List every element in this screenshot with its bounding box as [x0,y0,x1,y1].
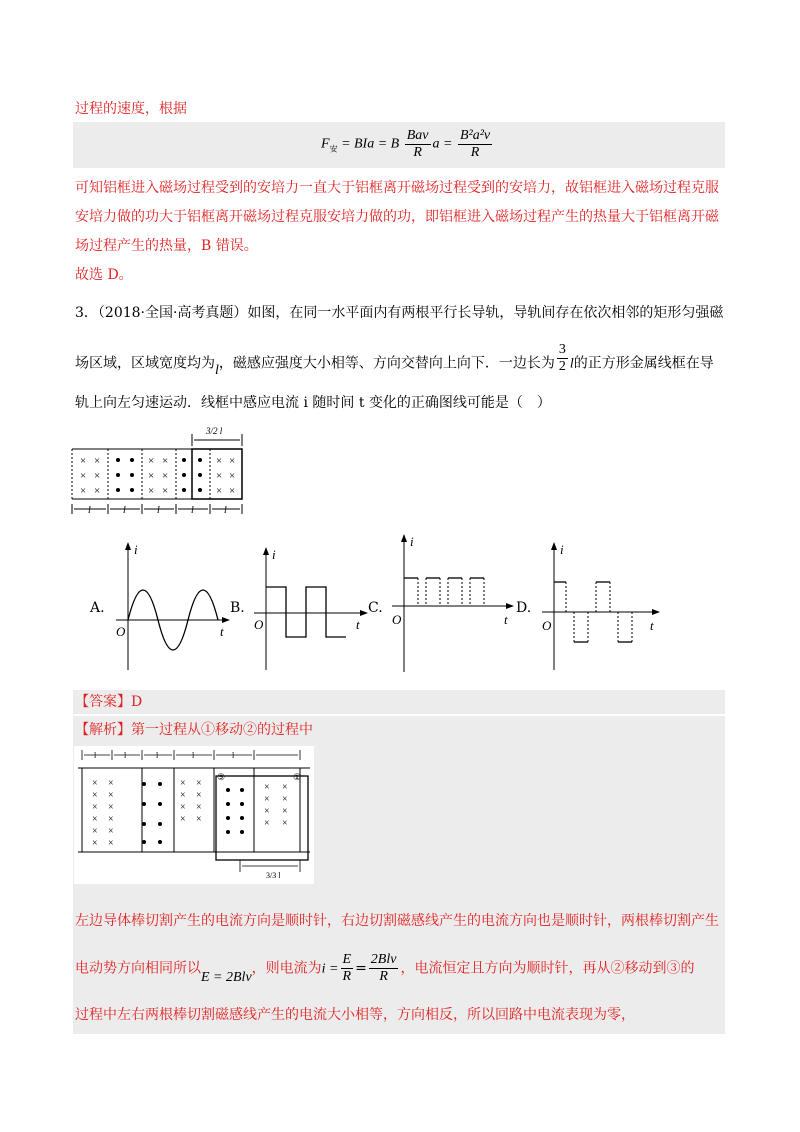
fig1-bottom-l: l [191,505,194,516]
dot-mark [142,840,146,844]
cross-mark: × [108,802,114,813]
cross-mark: × [148,485,155,497]
cross-mark: × [108,790,114,801]
magnetic-field-figure [70,424,245,516]
cross-mark: × [216,485,223,497]
cross-mark: × [94,455,101,467]
explain1-line3: 场过程产生的热量，B 错误。 [75,238,258,254]
cross-mark: × [80,470,87,482]
frac2-den: R [470,145,480,160]
dot-mark [130,473,134,477]
graph-d [538,540,668,675]
eq-frac1-den: R [342,969,352,984]
q3-line2 [75,342,714,378]
fig1-bottom-l: l [224,505,227,516]
q3-line2-a: 场区域，区域宽度均为 [75,355,215,372]
cross-mark: × [92,790,98,801]
cross-mark: × [108,838,114,849]
fig2-top-l: l [94,751,97,760]
eq-emf: E = 2Blv [201,969,252,985]
formula-F: F [321,136,330,152]
option-label-b: B. [230,600,245,616]
axis-i: i [272,547,276,562]
analysis [75,720,313,740]
option-label-d: D. [516,600,532,616]
frac1-num: Bav [406,128,429,143]
cross-mark: × [282,794,288,805]
option-label-c: C. [368,600,383,616]
cross-mark: × [148,455,155,467]
cross-mark: × [216,470,223,482]
fig2-top-l: l [124,751,127,760]
eq-frac2 [369,952,399,985]
cross-mark: × [80,485,87,497]
fig2-top-l: l [156,751,159,760]
frac1-den: R [413,145,422,160]
option-label-a: A. [90,600,105,616]
axis-i: i [134,542,138,557]
fig1-bottom-l: l [157,505,160,516]
cross-mark: × [282,782,288,793]
explain1-line1: 可知铝框进入磁场过程受到的安培力一直大于铝框离开磁场过程受到的安培力，故铝框进入磁场过程克服 [75,180,719,196]
choose-answer: 故选 D。 [75,267,133,283]
axis-t: t [504,612,508,627]
cross-mark: × [264,782,270,793]
cross-mark: × [196,814,202,825]
q3-line2-b: ，磁感应强度大小相等、方向交替向上向下．一边长为 [218,355,555,372]
cross-mark: × [282,818,288,829]
formula-box [73,122,725,168]
dot-mark [130,488,134,492]
dot-mark [142,802,146,806]
cross-mark: × [196,790,202,801]
cross-mark: × [162,455,169,467]
q3-frac-den: 2 [558,359,566,374]
dot-mark [182,488,186,492]
cross-mark: × [282,806,288,817]
graph-a [112,540,232,675]
cross-mark: × [92,778,98,789]
cross-mark: × [180,778,186,789]
dot-mark [198,473,202,477]
cross-mark: × [216,455,223,467]
answer-block [73,690,725,714]
fig2-top-l: l [192,751,195,760]
graph-c [388,532,518,677]
cross-mark: × [180,814,186,825]
q3-line3: 轨上向左匀速运动．线框中感应电流 i 随时间 t 变化的正确图线可能是（ ） [75,395,551,411]
axis-i: i [410,534,414,549]
axis-t: t [356,617,360,632]
dot-mark [142,782,146,786]
fig2-top-l: l [232,751,235,760]
answer [75,692,142,712]
formula-frac1 [405,128,431,161]
cross-mark: × [80,455,87,467]
dot-mark [182,473,186,477]
q3-l: l [215,362,219,378]
analysis-label: 【解析】 [75,722,131,738]
axis-t: t [220,624,224,639]
dot-mark [182,458,186,462]
origin: O [116,624,126,639]
cross-mark: × [94,470,101,482]
analysis-text: 第一过程从①移动②的过程中 [131,722,313,738]
cross-mark: × [108,814,114,825]
cross-mark: × [92,814,98,825]
q3-l2: l [569,356,574,372]
cross-mark: × [108,778,114,789]
dot-mark [240,788,244,792]
fig1-bottom-l: l [123,505,126,516]
cross-mark: × [264,794,270,805]
axis-i: i [560,542,564,557]
dot-mark [198,458,202,462]
formula-force [321,128,494,161]
origin: O [392,612,402,627]
eq-frac2-num: 2Blv [370,952,397,967]
explain2-line1: 左边导体棒切割产生的电流方向是顺时针，右边切割磁感线产生的电流方向也是顺时针，两根棒切割产生 [75,913,719,929]
eq-frac1-num: E [342,952,352,967]
eq-i: i = [321,961,339,977]
cross-mark: × [94,485,101,497]
q3-frac [557,342,568,375]
origin: O [542,618,552,633]
dot-mark [116,473,120,477]
dot-mark [240,816,244,820]
origin: O [254,617,264,632]
explain2-line2-b: ，则电流为 [251,960,322,977]
formula-part1: = BIa = B [337,136,400,152]
q3-line2-c: 的正方形金属线框在导 [573,355,714,372]
answer-value: D [131,694,143,710]
analysis-figure [74,746,314,884]
cross-mark: × [229,485,236,497]
dot-mark [226,802,230,806]
explain2-line2: 电动势方向相同所以E = 2Blv，则电流为i = $\frac{E}{R}$ = $\frac{\text{2Blv}}{R}$ ，电流恒定且方向为顺时针，再从②移动到③的 [75,952,695,985]
axis-t: t [650,618,654,633]
cross-mark: × [229,470,236,482]
q3-line1: 3．（2018·全国·高考真题）如图，在同一水平面内有两根平行长导轨，导轨间存在依次相邻的矩形匀强磁 [75,305,724,321]
q3-frac-num: 3 [558,342,566,357]
eq-frac1 [341,952,354,985]
answer-label: 【答案】 [75,694,131,710]
dot-mark [130,458,134,462]
fig1-top-label: 3/2 l [206,426,223,436]
explain2-line3: 过程中左右两根棒切割磁感线产生的电流大小相等，方向相反，所以回路中电流表现为零， [75,1007,635,1023]
fig2-bottom-label: 3/3 l [266,871,281,880]
cross-mark: × [92,838,98,849]
cross-mark: × [264,806,270,817]
cross-mark: × [162,470,169,482]
dot-mark [240,830,244,834]
formula-part2: a = [432,136,453,152]
cross-mark: × [196,802,202,813]
explain2-line2-a: 电动势方向相同所以 [75,960,201,977]
dot-mark [158,802,162,806]
cross-mark: × [162,485,169,497]
dot-mark [158,822,162,826]
dot-mark [198,488,202,492]
cross-mark: × [92,826,98,837]
formula-frac2 [458,128,492,161]
circle-mark-5: ⑤ [217,772,226,782]
eq-frac2-den: R [379,969,388,984]
dot-mark [158,840,162,844]
dot-mark [116,458,120,462]
cross-mark: × [180,790,186,801]
dot-mark [226,788,230,792]
explain1-line2: 安培力做的功大于铝框离开磁场过程克服安培力做的功，即铝框进入磁场过程产生的热量大于铝框离开磁 [75,209,719,225]
fig1-bottom-l: l [88,505,91,516]
frac2-num: B²a²v [459,128,491,143]
dot-mark [142,822,146,826]
explain2-line2-c: ，电流恒定且方向为顺时针，再从②移动到③的 [400,960,695,977]
dot-mark [240,802,244,806]
cross-mark: × [180,802,186,813]
circle-mark-1: ① [293,772,302,782]
dot-mark [158,782,162,786]
dot-mark [116,488,120,492]
cross-mark: × [229,455,236,467]
cross-mark: × [148,470,155,482]
cross-mark: × [264,818,270,829]
cross-mark: × [92,802,98,813]
dot-mark [226,830,230,834]
graph-b [252,545,372,675]
cross-mark: × [196,778,202,789]
cross-mark: × [108,826,114,837]
dot-mark [226,816,230,820]
formula-F-sub: 安 [329,144,338,154]
intro-text: 过程的速度，根据 [75,101,187,117]
